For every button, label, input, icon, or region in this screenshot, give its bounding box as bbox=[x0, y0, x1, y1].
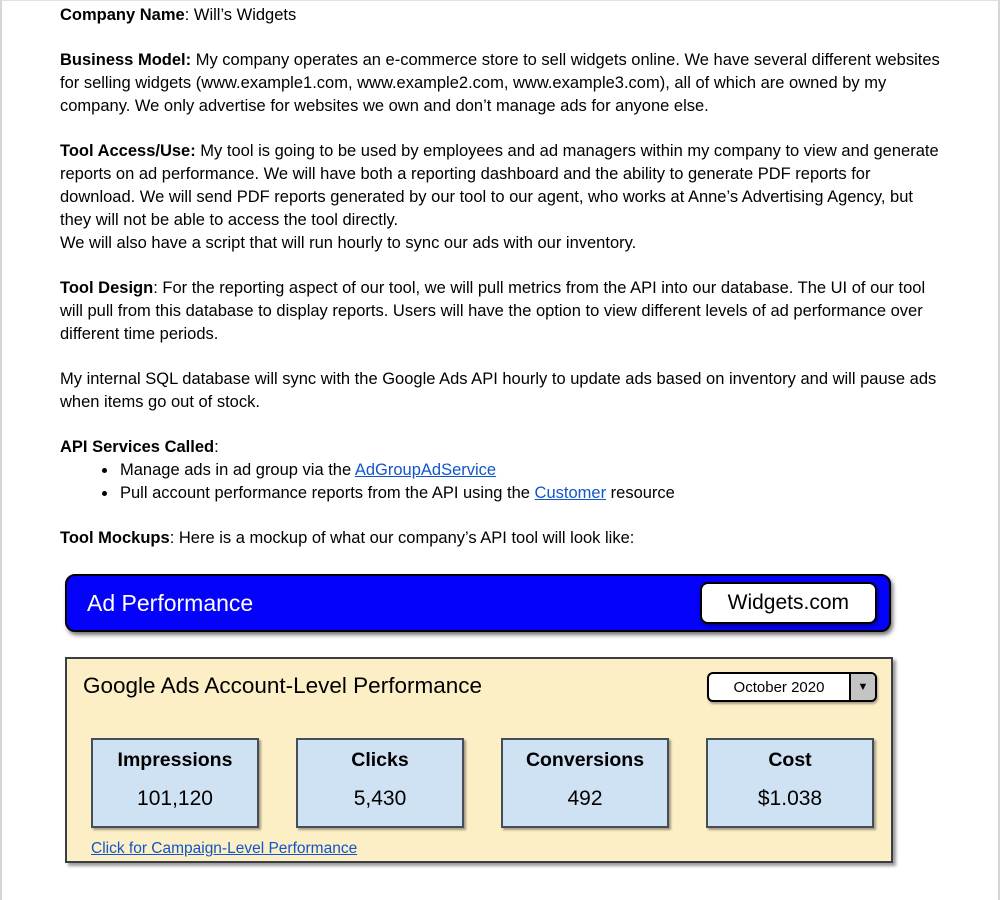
api-services-label: API Services Called bbox=[60, 438, 215, 456]
metric-value: 492 bbox=[567, 787, 603, 810]
sql-sync-text: My internal SQL database will sync with the Google Ads API hourly to update ads based on inventory and will pause ads when items go out of stock. bbox=[60, 370, 937, 411]
paragraph-business-model bbox=[60, 49, 940, 118]
bullet-2-text: Pull account performance reports from the API using the bbox=[120, 484, 535, 502]
bullet-1-text: Manage ads in ad group via the bbox=[120, 461, 355, 479]
api-services-colon: : bbox=[214, 438, 219, 456]
paragraph-tool-design bbox=[60, 277, 940, 346]
tool-mockups-text: : Here is a mockup of what our company’s API tool will look like: bbox=[169, 529, 635, 547]
paragraph-sql-sync bbox=[60, 368, 940, 414]
panel-header-row bbox=[81, 672, 877, 702]
tool-access-label: Tool Access/Use: bbox=[60, 142, 196, 160]
metric-label: Impressions bbox=[117, 749, 233, 771]
metric-label: Conversions bbox=[525, 749, 645, 771]
campaign-level-link[interactable]: Click for Campaign-Level Performance bbox=[91, 840, 358, 857]
metric-label: Clicks bbox=[351, 749, 409, 771]
metric-card-conversions bbox=[501, 738, 669, 828]
panel-title: Google Ads Account-Level Performance bbox=[83, 673, 482, 698]
metric-card-impressions bbox=[91, 738, 259, 828]
list-item bbox=[118, 459, 940, 482]
metric-label: Cost bbox=[768, 749, 812, 771]
company-name-value: : Will’s Widgets bbox=[184, 6, 297, 24]
metric-value: 5,430 bbox=[353, 787, 407, 810]
paragraph-tool-access bbox=[60, 140, 940, 255]
tool-access-script-note: We will also have a script that will run hourly to sync our ads with our inventory. bbox=[60, 234, 637, 252]
document-body bbox=[60, 4, 940, 863]
business-model-label: Business Model: bbox=[60, 51, 192, 69]
customer-link[interactable]: Customer bbox=[534, 484, 607, 502]
tool-mockups-label: Tool Mockups bbox=[60, 529, 170, 547]
metric-cards-row bbox=[91, 738, 877, 828]
date-dropdown-value: October 2020 bbox=[733, 678, 825, 696]
date-dropdown[interactable] bbox=[707, 672, 877, 702]
paragraph-api-services bbox=[60, 436, 940, 459]
list-item bbox=[118, 482, 940, 505]
metric-card-cost bbox=[706, 738, 874, 828]
performance-panel bbox=[65, 657, 893, 863]
tool-access-text: My tool is going to be used by employees and ad managers within my company to view and generate reports on ad performance. We will have both a reporting dashboard and the ability to generate PDF reports for download. We will send PDF reports generated by our tool to our agent, who works at Anne’s Advertising Agency, but they will not be able to access the tool directly. bbox=[60, 142, 939, 229]
paragraph-tool-mockups bbox=[60, 527, 940, 550]
api-services-list bbox=[60, 459, 940, 505]
paragraph-company-name bbox=[60, 4, 940, 27]
tool-design-text: : For the reporting aspect of our tool, we will pull metrics from the API into our database. The UI of our tool will pull from this database to display reports. Users will have the option to view different levels of ad performance over different time periods. bbox=[60, 279, 926, 343]
adgroupadservice-link[interactable]: AdGroupAdService bbox=[354, 461, 497, 479]
mockup-title: Ad Performance bbox=[87, 589, 254, 616]
tool-design-label: Tool Design bbox=[60, 279, 154, 297]
metric-value: $1.038 bbox=[757, 787, 823, 810]
mockup-header-bar bbox=[65, 574, 891, 632]
bullet-2-post: resource bbox=[606, 484, 675, 502]
metric-card-clicks bbox=[296, 738, 464, 828]
campaign-link-row bbox=[91, 837, 877, 860]
company-name-label: Company Name bbox=[60, 6, 185, 24]
widgets-com-button[interactable]: Widgets.com bbox=[700, 582, 877, 624]
business-model-text: My company operates an e-commerce store to sell widgets online. We have several different websites for selling widgets (www.example1.com, www.example2.com, www.example3.com), all of which are owned by my company. We only advertise for websites we own and don’t manage ads for anyone else. bbox=[60, 51, 940, 115]
metric-value: 101,120 bbox=[137, 787, 213, 810]
dropdown-arrow-icon[interactable]: ▼ bbox=[849, 674, 875, 700]
